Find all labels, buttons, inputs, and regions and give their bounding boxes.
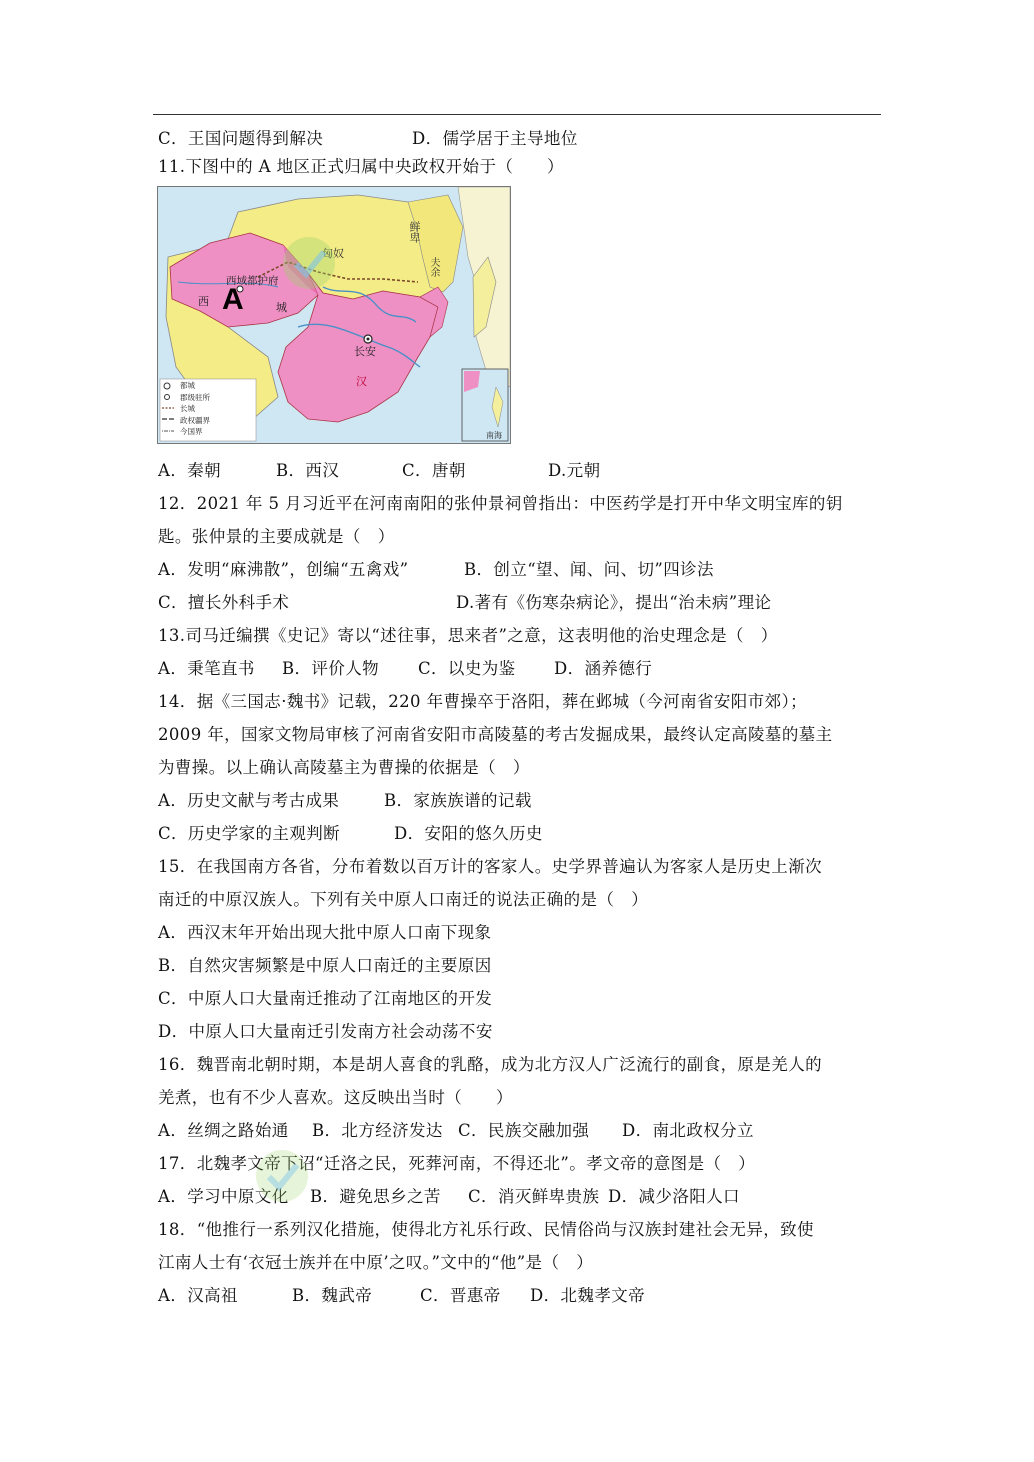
q11-historical-map <box>157 186 511 444</box>
q12-option-c: C．擅长外科手术 <box>158 593 290 612</box>
q10-options-row <box>158 128 578 150</box>
q11-option-a: A．秦朝 <box>158 461 222 480</box>
legend-great-wall: 长城 <box>180 404 195 414</box>
q12-options-row2 <box>158 592 771 614</box>
map-label-fuyu: 夫余 <box>428 257 439 277</box>
q14-options-row1 <box>158 790 532 812</box>
q16-option-c: C．民族交融加强 <box>458 1121 590 1140</box>
q17-option-b: B．避免思乡之苦 <box>310 1187 441 1206</box>
q17-stem: 17．北魏孝文帝下诏“迁洛之民，死葬河南，不得还北”。孝文帝的意图是（ ） <box>158 1154 756 1173</box>
map-label-protectorate: 西域都护府 <box>226 275 279 287</box>
q16-stem-line2: 羌煮，也有不少人喜欢。这反映出当时（ ） <box>158 1088 513 1107</box>
legend-capital: 都城 <box>180 381 195 390</box>
q13-options-row <box>158 658 652 680</box>
q15-option-a: A．西汉末年开始出现大批中原人口南下现象 <box>158 923 492 942</box>
q14-option-a: A．历史文献与考古成果 <box>158 791 340 810</box>
q13-stem: 13.司马迁编撰《史记》寄以“述往事，思来者”之意，这表明他的治史理念是（ ） <box>158 626 778 645</box>
legend-regime-border: 政权疆界 <box>180 415 210 425</box>
q11-option-d: D.元朝 <box>548 461 601 480</box>
q18-stem-line1: 18．“他推行一系列汉化措施，使得北方礼乐行政、民情俗尚与汉族封建社会无异，致使 <box>158 1220 814 1239</box>
q18-option-b: B．魏武帝 <box>292 1286 373 1305</box>
q18-option-a: A．汉高祖 <box>158 1286 238 1305</box>
q18-option-c: C．晋惠帝 <box>420 1286 501 1305</box>
q15-option-b: B．自然灾害频繁是中原人口南迁的主要原因 <box>158 956 492 975</box>
q13-option-a: A．秉笔直书 <box>158 659 255 678</box>
q12-stem-line2: 匙。张仲景的主要成就是（ ） <box>158 527 395 546</box>
q12-options-row1 <box>158 559 714 581</box>
q17-option-a: A．学习中原文化 <box>158 1187 289 1206</box>
q16-options-row <box>158 1120 754 1142</box>
q18-option-d: D．北魏孝文帝 <box>530 1286 646 1305</box>
q17-option-d: D．减少洛阳人口 <box>608 1187 740 1206</box>
q11-option-c: C．唐朝 <box>402 461 466 480</box>
q18-stem-line2: 江南人士有‘衣冠士族并在中原’之叹。”文中的“他”是（ ） <box>158 1253 594 1272</box>
header-rule <box>153 114 881 115</box>
q15-stem-line1: 15．在我国南方各省，分布着数以百万计的客家人。史学界普遍认为客家人是历史上渐次 <box>158 857 822 876</box>
q11-options-row <box>158 460 601 482</box>
map-label-nanhai: 南海 <box>486 431 502 440</box>
q14-stem-line2: 2009 年，国家文物局审核了河南省安阳市高陵墓的考古发掘成果，最终认定高陵墓的墓主 <box>158 725 833 744</box>
q15-option-d: D．中原人口大量南迁引发南方社会动荡不安 <box>158 1022 493 1041</box>
q14-option-c: C．历史学家的主观判断 <box>158 824 341 843</box>
q15-stem-line2: 南迁的中原汉族人。下列有关中原人口南迁的说法正确的是（ ） <box>158 890 649 909</box>
q16-option-d: D．南北政权分立 <box>622 1121 754 1140</box>
q10-option-d: D．儒学居于主导地位 <box>412 129 578 148</box>
q11-stem: 11.下图中的 A 地区正式归属中央政权开始于（ ） <box>158 157 564 176</box>
map-label-a: A <box>222 283 244 316</box>
map-label-xianbei: 鲜卑 <box>408 221 421 243</box>
map-graphic <box>158 187 510 443</box>
q12-option-a: A．发明“麻沸散”，创编“五禽戏” <box>158 560 409 579</box>
q17-options-row <box>158 1186 740 1208</box>
q11-option-b: B．西汉 <box>276 461 340 480</box>
q12-stem-line1: 12．2021 年 5 月习近平在河南南阳的张仲景祠曾指出：中医药学是打开中华文明宝库的钥 <box>158 494 843 513</box>
q13-option-b: B．评价人物 <box>282 659 380 678</box>
q14-option-b: B．家族族谱的记载 <box>384 791 532 810</box>
map-label-cheng: 城 <box>276 301 287 314</box>
q16-option-b: B．北方经济发达 <box>312 1121 443 1140</box>
map-label-han: 汉 <box>356 375 367 388</box>
q18-options-row <box>158 1285 645 1307</box>
q16-stem-line1: 16．魏晋南北朝时期，本是胡人喜食的乳酪，成为北方汉人广泛流行的副食，原是羌人的 <box>158 1055 822 1074</box>
legend-modern-border: 今国界 <box>180 427 203 437</box>
q14-stem-line3: 为曹操。以上确认高陵墓主为曹操的依据是（ ） <box>158 758 530 777</box>
q13-option-d: D．涵养德行 <box>554 659 653 678</box>
q14-option-d: D．安阳的悠久历史 <box>394 824 543 843</box>
q15-option-c: C．中原人口大量南迁推动了江南地区的开发 <box>158 989 493 1008</box>
legend-prefecture: 郡级驻所 <box>180 392 210 402</box>
q10-option-c: C．王国问题得到解决 <box>158 129 324 148</box>
q12-option-d: D.著有《伤寒杂病论》，提出“治未病”理论 <box>456 593 772 612</box>
q16-option-a: A．丝绸之路始通 <box>158 1121 289 1140</box>
q14-stem-line1: 14．据《三国志·魏书》记载，220 年曹操卒于洛阳，葬在邺城（今河南省安阳市郊）； <box>158 692 808 711</box>
q14-options-row2 <box>158 823 543 845</box>
map-label-xiongnu: 匈奴 <box>322 247 344 260</box>
q12-option-b: B．创立“望、闻、问、切”四诊法 <box>464 560 714 579</box>
q13-option-c: C．以史为鉴 <box>418 659 516 678</box>
map-label-changan: 长安 <box>354 345 376 358</box>
map-legend <box>180 380 210 438</box>
q17-option-c: C．消灭鲜卑贵族 <box>468 1187 600 1206</box>
map-label-west: 西 <box>198 295 209 308</box>
